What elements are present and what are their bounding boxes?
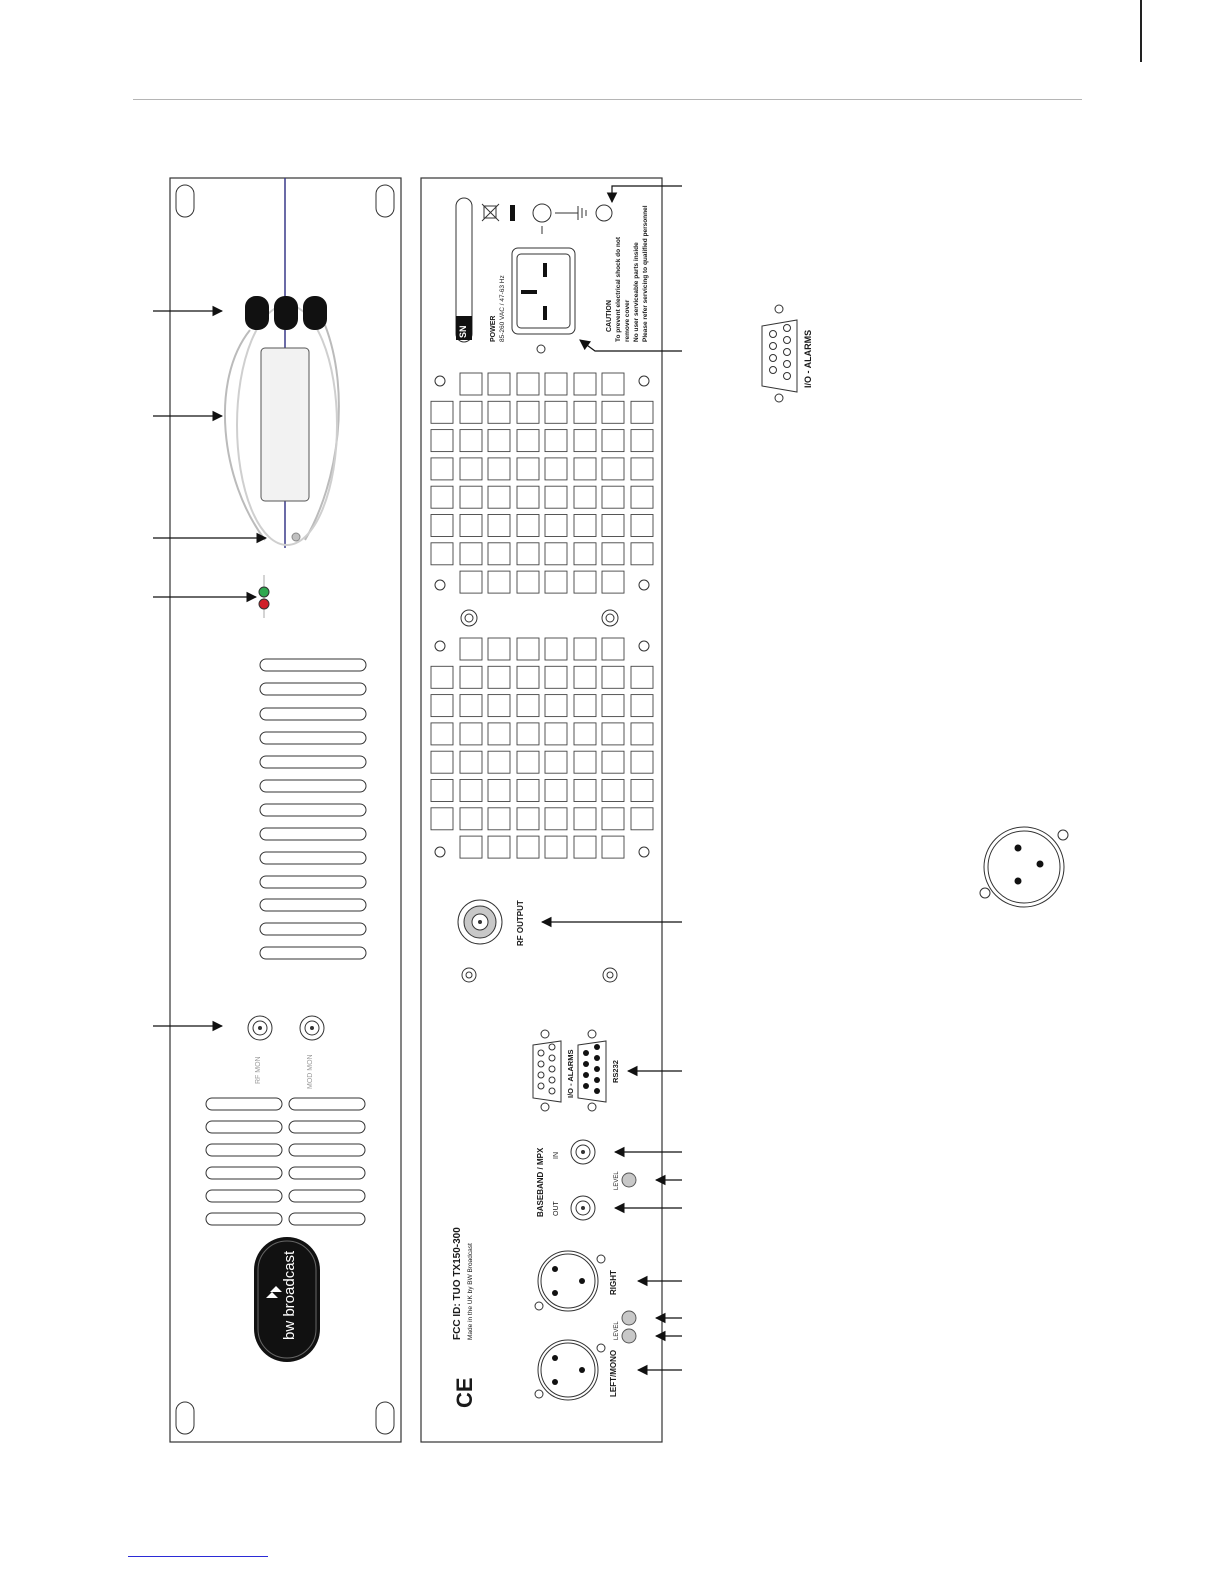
fan-grille-cell xyxy=(460,638,482,660)
caution-line: remove cover xyxy=(624,299,631,342)
fan-grille-cell xyxy=(431,430,453,452)
fan-grille-cell xyxy=(602,666,624,688)
fan-grille-cell xyxy=(431,723,453,745)
fan-grille-cell xyxy=(460,458,482,480)
fan-grille-cell xyxy=(602,430,624,452)
made-in-label: Made in the UK by BW Broadcast xyxy=(467,1243,474,1340)
brand-name: bw broadcast xyxy=(281,1250,298,1340)
fan-grille-cell xyxy=(488,430,510,452)
rf-output-label: RF OUTPUT xyxy=(516,900,525,946)
xlr-right-input[interactable] xyxy=(538,1251,598,1311)
audio-level-label: LEVEL xyxy=(614,1321,620,1340)
fan-grille-cell xyxy=(517,836,539,858)
fan-grille-cell xyxy=(574,571,596,593)
fan-grille-cell xyxy=(431,401,453,423)
fan-grille-cell xyxy=(602,486,624,508)
fan-grille-cell xyxy=(460,723,482,745)
fan-grille-cell xyxy=(602,751,624,773)
fan-grille-cell xyxy=(431,458,453,480)
rack-slot xyxy=(176,1402,194,1434)
fan-grille-cell xyxy=(545,751,567,773)
fan-grille-cell xyxy=(631,401,653,423)
fan-grille-cell xyxy=(460,780,482,802)
fan-grille-cell xyxy=(574,666,596,688)
rs232-label: RS232 xyxy=(611,1060,620,1083)
front-button-3[interactable] xyxy=(303,296,327,330)
fan-grille-cell xyxy=(574,836,596,858)
fan-grille-cell xyxy=(545,515,567,537)
rack-slot xyxy=(376,1402,394,1434)
front-button-1[interactable] xyxy=(245,296,269,330)
fan-grille-cell xyxy=(431,751,453,773)
fan-grille-cell xyxy=(574,373,596,395)
fan-grille-cell xyxy=(488,638,510,660)
fan-grille-cell xyxy=(545,571,567,593)
fan-grille-cell xyxy=(488,723,510,745)
mpx-out-label: OUT xyxy=(553,1201,560,1216)
fan-grille-cell xyxy=(517,808,539,830)
fan-grille-cell xyxy=(631,515,653,537)
fan-grille-cell xyxy=(631,780,653,802)
power-switch-icon xyxy=(510,205,515,221)
fan-grille-cell xyxy=(545,430,567,452)
fan-grille-cell xyxy=(517,751,539,773)
fan-grille-cell xyxy=(460,666,482,688)
fan-grille-cell xyxy=(517,401,539,423)
fan-grille-cell xyxy=(631,808,653,830)
fan-grille-cell xyxy=(574,401,596,423)
bottom-rule xyxy=(128,1556,268,1557)
power-title: POWER xyxy=(490,315,497,342)
mpx-level-trimmer[interactable] xyxy=(622,1173,636,1187)
fan-grille-cell xyxy=(545,723,567,745)
fan-grille-cell xyxy=(488,373,510,395)
fan-grille-cell xyxy=(460,836,482,858)
fan-grille-cell xyxy=(545,458,567,480)
fan-grille-cell xyxy=(517,723,539,745)
xlr-detail[interactable] xyxy=(980,827,1068,907)
fan-grille-cell xyxy=(631,666,653,688)
caution-line: To prevent electrical shock do not xyxy=(615,237,622,342)
fan-grille-cell xyxy=(545,695,567,717)
front-knob[interactable] xyxy=(292,533,300,541)
fan-grille-cell xyxy=(602,723,624,745)
fan-grille-cell xyxy=(631,543,653,565)
fan-grille-cell xyxy=(631,486,653,508)
fan-grille-cell xyxy=(460,751,482,773)
fan-grille-cell xyxy=(488,666,510,688)
fan-grille-cell xyxy=(602,808,624,830)
xlr-left-mono-input[interactable] xyxy=(538,1340,598,1400)
fan-grille-cell xyxy=(602,458,624,480)
fan-grille-cell xyxy=(488,780,510,802)
fan-grille-cell xyxy=(460,543,482,565)
fan-grille-cell xyxy=(574,430,596,452)
fan-grille-cell xyxy=(488,515,510,537)
fan-grille-cell xyxy=(488,808,510,830)
rack-slot xyxy=(376,185,394,217)
fan-grille-cell xyxy=(631,751,653,773)
fan-grille-cell xyxy=(602,571,624,593)
ce-mark: CE xyxy=(452,1377,477,1408)
fan-grille-cell xyxy=(545,543,567,565)
fan-grille-cell xyxy=(517,486,539,508)
baseband-mpx-label: BASEBAND / MPX xyxy=(536,1147,545,1217)
sn-label: SN xyxy=(458,325,468,338)
fcc-id-label: FCC ID: TUO TX150-300 xyxy=(452,1227,463,1340)
io-alarms-detail-label: I/O - ALARMS xyxy=(803,329,813,388)
mod-mon-label: MOD MON xyxy=(307,1054,314,1089)
fan-grille-cell xyxy=(545,666,567,688)
caution-title: CAUTION xyxy=(606,300,613,332)
fan-grille-cell xyxy=(545,401,567,423)
lcd-display xyxy=(261,348,309,501)
mpx-level-label: LEVEL xyxy=(614,1171,620,1190)
fan-grille-cell xyxy=(517,430,539,452)
fan-grille-cell xyxy=(574,638,596,660)
fan-grille-cell xyxy=(545,808,567,830)
fan-grille-cell xyxy=(602,515,624,537)
mpx-in-label: IN xyxy=(553,1152,560,1159)
fan-grille-cell xyxy=(602,401,624,423)
fan-grille-cell xyxy=(488,486,510,508)
io-alarms-detail xyxy=(762,305,797,402)
fan-grille-cell xyxy=(460,373,482,395)
fan-grille-cell xyxy=(631,430,653,452)
rf-mon-label: RF MON xyxy=(255,1056,262,1084)
led-green-icon xyxy=(259,587,269,597)
fan-grille-cell xyxy=(574,780,596,802)
fan-grille-cell xyxy=(574,543,596,565)
fan-grille-cell xyxy=(574,486,596,508)
fan-grille-cell xyxy=(460,695,482,717)
caution-line: Please refer servicing to qualified personnel xyxy=(642,205,649,342)
fan-grille-cell xyxy=(602,695,624,717)
fan-grille-cell xyxy=(488,401,510,423)
fan-grille-cell xyxy=(517,373,539,395)
fan-grille-cell xyxy=(574,808,596,830)
fan-grille-cell xyxy=(517,543,539,565)
fan-grille-cell xyxy=(631,458,653,480)
fan-grille-cell xyxy=(517,638,539,660)
fan-grille-cell xyxy=(488,836,510,858)
fan-grille-cell xyxy=(545,638,567,660)
fan-grille-cell xyxy=(574,695,596,717)
fan-grille-cell xyxy=(574,458,596,480)
fan-grille-cell xyxy=(517,695,539,717)
fan-grille-cell xyxy=(460,808,482,830)
fan-grille-cell xyxy=(602,543,624,565)
fan-grille-cell xyxy=(488,695,510,717)
fan-grille-cell xyxy=(488,543,510,565)
rack-slot xyxy=(176,185,194,217)
fan-grille-cell xyxy=(431,808,453,830)
led-red-icon xyxy=(259,599,269,609)
fan-grille-cell xyxy=(460,486,482,508)
fan-grille-cell xyxy=(574,515,596,537)
fan-grille-cell xyxy=(431,780,453,802)
fan-grille-cell xyxy=(431,486,453,508)
fan-grille-cell xyxy=(602,780,624,802)
fan-grille-cell xyxy=(517,515,539,537)
fan-grille-cell xyxy=(517,780,539,802)
fan-grille-cell xyxy=(545,780,567,802)
ground-terminal[interactable] xyxy=(596,205,612,221)
fan-grille-cell xyxy=(545,836,567,858)
fan-grille-cell xyxy=(545,373,567,395)
fuse-holder[interactable] xyxy=(533,204,551,222)
front-button-2[interactable] xyxy=(274,296,298,330)
fan-grille-cell xyxy=(574,751,596,773)
fan-grille-cell xyxy=(460,571,482,593)
caution-line: No user serviceable parts inside xyxy=(633,242,640,342)
level-trimmer-right[interactable] xyxy=(622,1311,636,1325)
fan-grille-cell xyxy=(431,695,453,717)
fan-grille-cell xyxy=(602,373,624,395)
fan-grille-cell xyxy=(517,458,539,480)
fan-grille-cell xyxy=(488,458,510,480)
fan-grille-cell xyxy=(460,401,482,423)
fan-grille-cell xyxy=(574,723,596,745)
io-alarms-label: I/O - ALARMS xyxy=(566,1049,575,1098)
fan-grille-cell xyxy=(431,515,453,537)
fan-grille-cell xyxy=(631,723,653,745)
fan-grille-cell xyxy=(602,638,624,660)
fan-grille-cell xyxy=(460,430,482,452)
fan-grille-cell xyxy=(517,666,539,688)
fan-grille-cell xyxy=(488,571,510,593)
right-label: RIGHT xyxy=(609,1270,618,1295)
fan-grille-cell xyxy=(431,543,453,565)
fan-grille-cell xyxy=(488,751,510,773)
fan-grille-cell xyxy=(602,836,624,858)
fan-grille-cell xyxy=(517,571,539,593)
fan-grille-cell xyxy=(631,695,653,717)
fan-grille-cell xyxy=(545,486,567,508)
fan-grille-cell xyxy=(460,515,482,537)
fan-grille-cell xyxy=(431,666,453,688)
power-spec: 85-260 VAC / 47-63 Hz xyxy=(499,275,506,342)
left-mono-label: LEFT/MONO xyxy=(609,1349,618,1397)
level-trimmer-left[interactable] xyxy=(622,1329,636,1343)
